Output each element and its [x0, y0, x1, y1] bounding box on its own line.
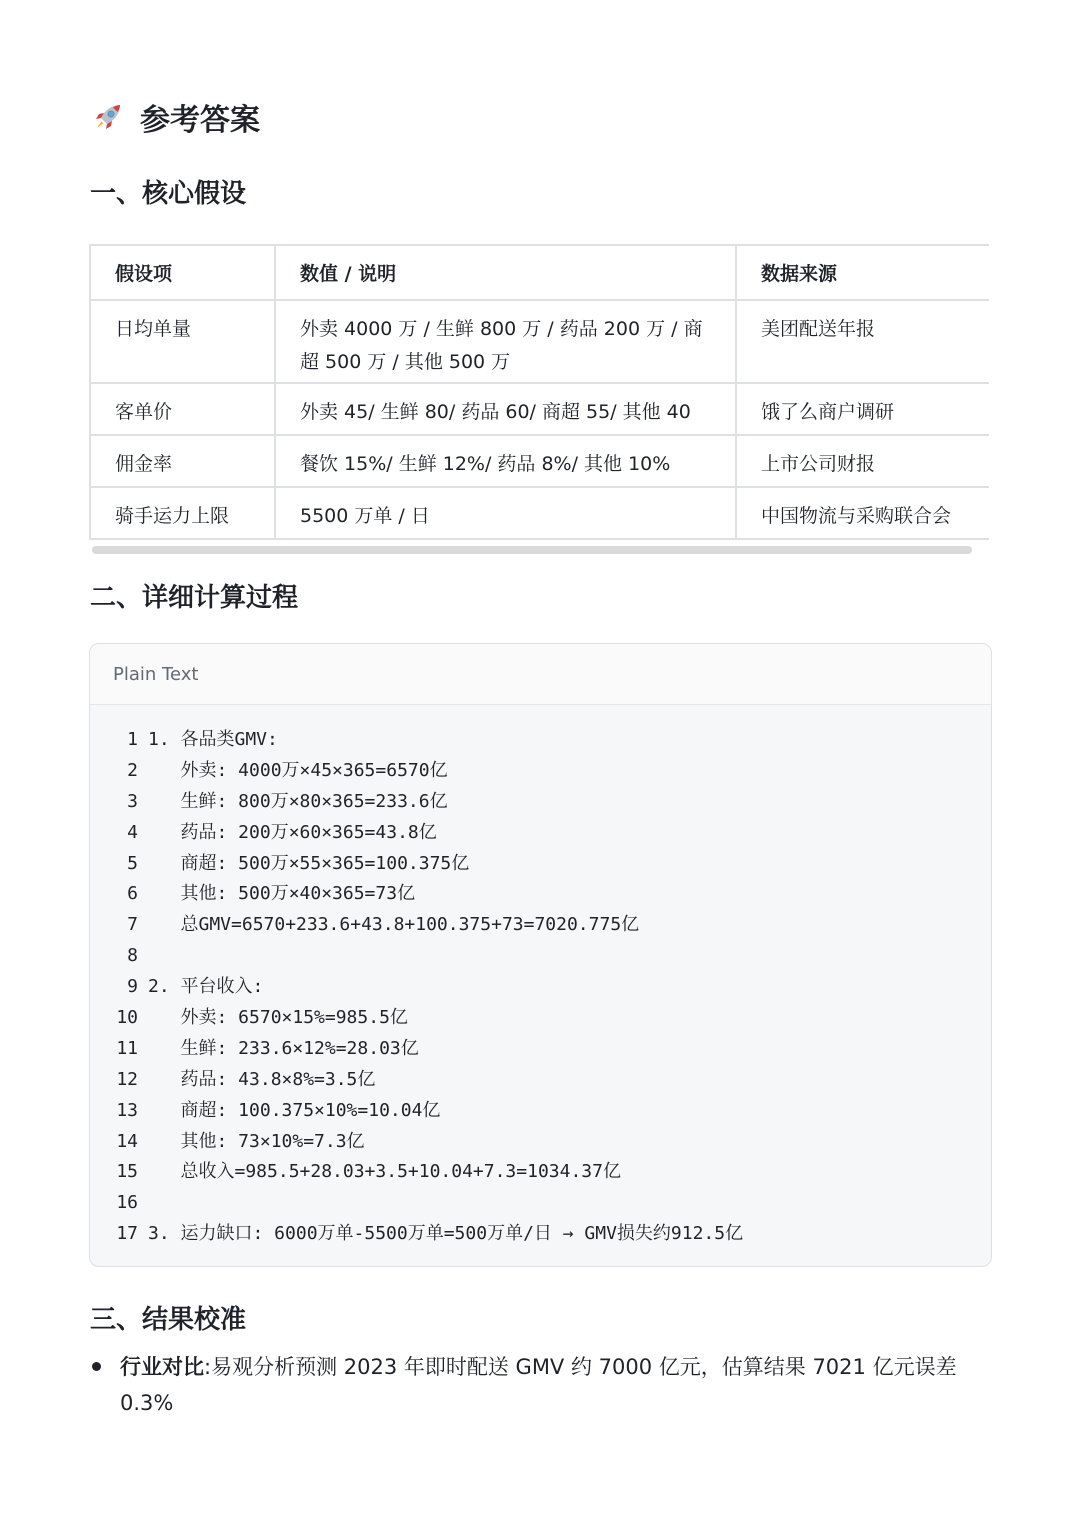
code-line	[90, 725, 991, 756]
code-line	[90, 1127, 991, 1158]
table-header-cell: 假设项	[90, 245, 275, 300]
code-line	[90, 1034, 991, 1065]
table-cell: 佣金率	[90, 435, 275, 487]
table-header-cell: 数值 / 说明	[275, 245, 736, 300]
code-text	[138, 1188, 148, 1219]
code-line	[90, 1003, 991, 1034]
section-heading-calculation: 二、详细计算过程	[90, 583, 299, 613]
code-line	[90, 849, 991, 880]
code-text: 1. 各品类GMV:	[148, 729, 278, 750]
table-row	[90, 435, 989, 487]
table-cell: 饿了么商户调研	[736, 383, 989, 435]
section-heading-assumptions: 一、核心假设	[90, 179, 247, 209]
table-header-row	[90, 245, 989, 300]
table-cell: 中国物流与采购联合会	[736, 487, 989, 539]
code-content	[90, 725, 991, 1250]
table-header-cell: 数据来源	[736, 245, 989, 300]
code-line	[90, 1157, 991, 1188]
code-line	[90, 1188, 991, 1219]
code-text: 商超: 500万×55×365=100.375亿	[148, 852, 470, 874]
code-text: 其他: 500万×40×365=73亿	[148, 883, 416, 905]
title-heading	[90, 92, 260, 142]
line-number: 11	[116, 1037, 138, 1059]
table-cell: 客单价	[90, 383, 275, 435]
table-cell: 骑手运力上限	[90, 487, 275, 539]
table-cell: 餐饮 15%/ 生鲜 12%/ 药品 8%/ 其他 10%	[275, 435, 736, 487]
code-line	[90, 756, 991, 787]
code-line	[90, 1065, 991, 1096]
bullet-text: :易观分析预测 2023 年即时配送 GMV 约 7000 亿元，估算结果 7021 亿元误差 0.3%	[120, 1355, 957, 1415]
table-cell: 5500 万单 / 日	[275, 487, 736, 539]
line-number: 5	[127, 852, 138, 874]
line-number: 16	[116, 1192, 138, 1214]
line-number: 14	[116, 1130, 138, 1152]
bullet-dot	[92, 1362, 101, 1371]
code-text: 生鲜: 233.6×12%=28.03亿	[148, 1037, 419, 1059]
table-row	[90, 487, 989, 539]
line-number: 9	[127, 976, 138, 998]
table-row	[90, 383, 989, 435]
code-text	[138, 941, 148, 972]
code-line	[90, 1219, 991, 1250]
line-number: 1	[127, 729, 138, 750]
code-text: 其他: 73×10%=7.3亿	[148, 1130, 365, 1152]
code-block	[89, 643, 992, 1267]
code-line	[90, 879, 991, 910]
line-number: 13	[116, 1099, 138, 1121]
assumptions-table	[89, 244, 989, 540]
table-horizontal-scrollbar[interactable]	[92, 546, 972, 554]
code-language-label: Plain Text	[90, 644, 991, 705]
line-number: 6	[127, 883, 138, 905]
bullet-label: 行业对比	[120, 1355, 204, 1379]
code-text: 商超: 100.375×10%=10.04亿	[148, 1099, 441, 1121]
code-line	[90, 910, 991, 941]
code-text: 2. 平台收入:	[148, 976, 264, 998]
code-text: 3. 运力缺口: 6000万单-5500万单=500万单/日 → GMV损失约912.5亿	[148, 1223, 744, 1245]
line-number: 7	[127, 914, 138, 936]
page-title: 参考答案	[140, 103, 260, 138]
table-cell: 日均单量	[90, 300, 275, 383]
table-cell: 外卖 4000 万 / 生鲜 800 万 / 药品 200 万 / 商超 500 万 / 其他 500 万	[275, 300, 736, 383]
code-line	[90, 787, 991, 818]
line-number: 3	[127, 790, 138, 812]
code-text: 外卖: 4000万×45×365=6570亿	[148, 759, 448, 781]
code-line	[90, 818, 991, 849]
code-text: 药品: 200万×60×365=43.8亿	[148, 821, 437, 843]
section-heading-calibration: 三、结果校准	[90, 1305, 247, 1335]
line-number: 2	[127, 759, 138, 781]
code-line	[90, 972, 991, 1003]
code-text: 总GMV=6570+233.6+43.8+100.375+73=7020.775亿	[148, 914, 640, 936]
code-text: 总收入=985.5+28.03+3.5+10.04+7.3=1034.37亿	[148, 1161, 621, 1183]
code-line	[90, 1096, 991, 1127]
table-cell: 美团配送年报	[736, 300, 989, 383]
code-text: 外卖: 6570×15%=985.5亿	[148, 1007, 408, 1029]
line-number: 12	[116, 1068, 138, 1090]
line-number: 17	[116, 1223, 138, 1245]
line-number: 10	[116, 1007, 138, 1029]
rocket-icon	[90, 99, 126, 135]
line-number: 4	[127, 821, 138, 843]
line-number: 8	[127, 945, 138, 967]
code-text: 生鲜: 800万×80×365=233.6亿	[148, 790, 448, 812]
code-line	[90, 941, 991, 972]
table-row	[90, 300, 989, 383]
table-cell: 外卖 45/ 生鲜 80/ 药品 60/ 商超 55/ 其他 40	[275, 383, 736, 435]
list-item	[90, 1349, 970, 1421]
line-number: 15	[116, 1161, 138, 1183]
table-cell: 上市公司财报	[736, 435, 989, 487]
code-text: 药品: 43.8×8%=3.5亿	[148, 1068, 376, 1090]
